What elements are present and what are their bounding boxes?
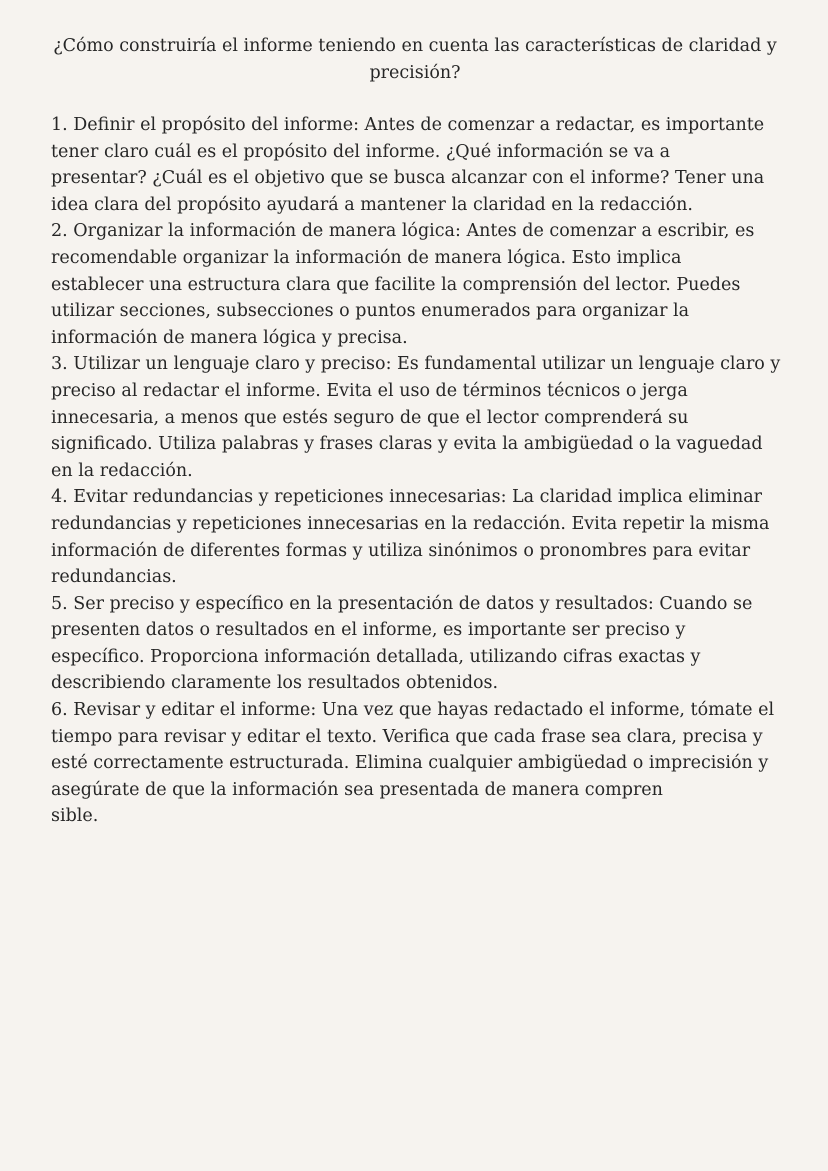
body-line: específico. Proporciona información detallada, utilizando cifras exactas y (51, 646, 701, 667)
body-line: presentar? ¿Cuál es el objetivo que se busca alcanzar con el informe? Tener una (51, 168, 765, 189)
body-line: 6. Revisar y editar el informe: Una vez que hayas redactado el informe, tómate el (51, 700, 775, 721)
body-line: asegúrate de que la información sea presentada de manera compren (51, 779, 663, 800)
body-line: idea clara del propósito ayudará a mantener la claridad en la redacción. (51, 194, 693, 215)
body-line: significado. Utiliza palabras y frases claras y evita la ambigüedad o la vaguedad (51, 434, 763, 455)
body-line: establecer una estructura clara que facilite la comprensión del lector. Puedes (51, 274, 741, 295)
body-line: 4. Evitar redundancias y repeticiones innecesarias: La claridad implica eliminar (51, 487, 763, 508)
body-line: preciso al redactar el informe. Evita el uso de términos técnicos o jerga (51, 380, 688, 401)
body-line: 5. Ser preciso y específico en la presentación de datos y resultados: Cuando se (51, 593, 753, 614)
body-line: 2. Organizar la información de manera lógica: Antes de comenzar a escribir, es (51, 221, 755, 242)
body-line: tener claro cuál es el propósito del informe. ¿Qué información se va a (51, 141, 671, 162)
body-line: información de diferentes formas y utiliza sinónimos o pronombres para evitar (51, 540, 751, 561)
body-line: describiendo claramente los resultados obtenidos. (51, 673, 499, 694)
body-line: 3. Utilizar un lenguaje claro y preciso: Es fundamental utilizar un lenguaje claro y (51, 354, 781, 375)
body-line: innecesaria, a menos que estés seguro de que el lector comprenderá su (51, 407, 689, 428)
body-line: redundancias y repeticiones innecesarias en la redacción. Evita repetir la misma (51, 513, 770, 534)
body-line: 1. Definir el propósito del informe: Antes de comenzar a redactar, es importante (51, 115, 765, 135)
body-line: tiempo para revisar y editar el texto. Verifica que cada frase sea clara, precisa y (51, 726, 763, 747)
body-line: recomendable organizar la información de manera lógica. Esto implica (51, 247, 682, 268)
title-line-1: ¿Cómo construiría el informe teniendo en cuenta las características de claridad y (53, 36, 777, 56)
body-line: redundancias. (51, 567, 177, 588)
title-line-2: precisión? (369, 63, 461, 83)
body-line: utilizar secciones, subsecciones o puntos enumerados para organizar la (51, 301, 690, 322)
body-line: presenten datos o resultados en el informe, es importante ser preciso y (51, 620, 686, 641)
document-title (40, 33, 790, 87)
body-line: información de manera lógica y precisa. (51, 327, 408, 348)
body-line: sible. (51, 806, 99, 827)
body-line: esté correctamente estructurada. Elimina cualquier ambigüedad o imprecisión y (51, 753, 769, 774)
document-body (51, 112, 811, 830)
body-line: en la redacción. (51, 460, 193, 481)
